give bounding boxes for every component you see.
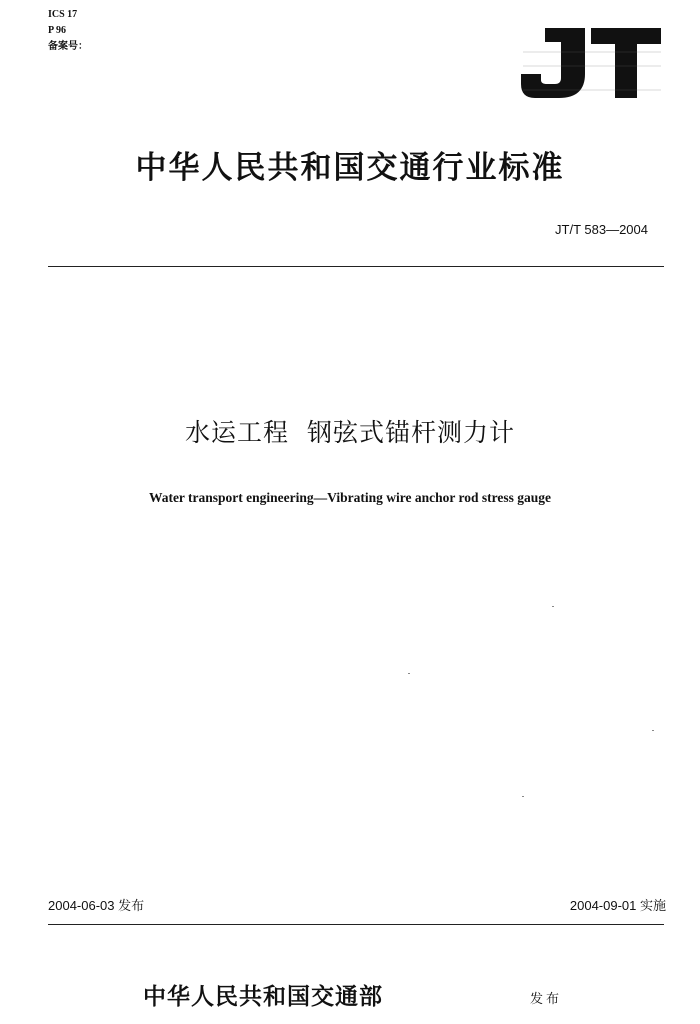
- scan-speck: [522, 796, 524, 797]
- divider-bottom: [48, 924, 664, 925]
- ics-code: ICS 17: [48, 9, 78, 20]
- divider-top: [48, 266, 664, 267]
- standard-category-title: 中华人民共和国交通行业标准: [135, 150, 565, 186]
- publish-label: 发布: [530, 992, 563, 1007]
- scan-speck: [652, 730, 654, 731]
- publisher-name: 中华人民共和国交通部: [143, 983, 383, 1010]
- scan-speck: [552, 606, 554, 607]
- issue-date: 2004-06-03 发布: [48, 898, 145, 913]
- document-title-cn: 水运工程 钢弦式锚杆测力计: [185, 418, 515, 447]
- standard-number: JT/T 583—2004: [555, 222, 648, 237]
- scan-speck: [408, 673, 410, 674]
- p-code: P 96: [48, 25, 67, 36]
- document-title-en: Water transport engineering—Vibrating wire anchor rod stress gauge: [148, 490, 552, 505]
- jt-logo: [515, 22, 665, 102]
- record-number-label: 备案号：: [48, 41, 88, 52]
- header-meta: [48, 7, 88, 55]
- implementation-date: 2004-09-01 实施: [569, 898, 666, 913]
